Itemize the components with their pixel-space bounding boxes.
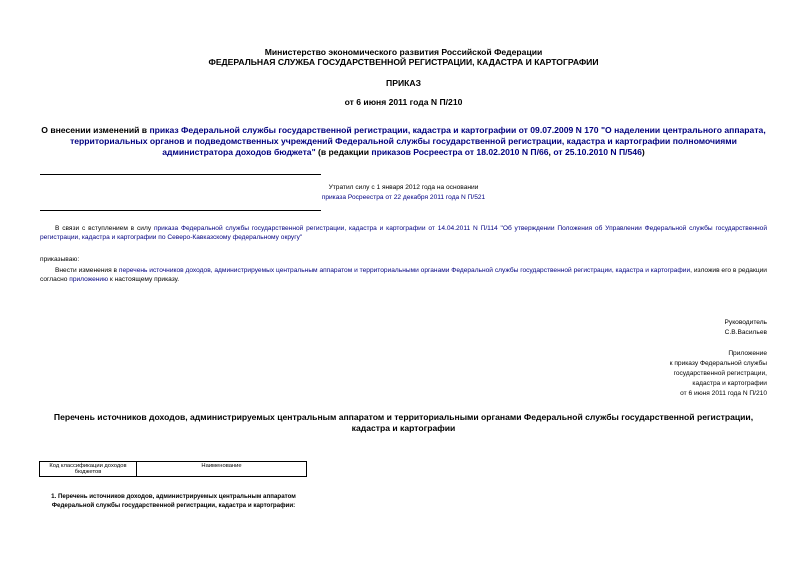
section-heading: 1. Перечень источников доходов, администрируемых центральным аппаратом Федеральной службы государственной регистрации, кадастра и картографии: [51,493,296,509]
title-mid: (в редакции [315,147,372,157]
p2-suffix: к настоящему приказу. [108,276,180,283]
link-income-list[interactable]: перечень источников доходов, администрируемых центральным аппаратом и территориальными органами Федеральной службы государственной регистрации, кадастра и картографии [118,267,691,274]
appendix-line3: кадастра и картографии [692,380,767,387]
status-link-wrap [40,193,767,202]
service-name: ФЕДЕРАЛЬНАЯ СЛУЖБА ГОСУДАРСТВЕННОЙ РЕГИСТРАЦИИ, КАДАСТРА И КАРТОГРАФИИ [208,57,599,67]
appendix-line1: к приказу Федеральной службы [669,360,767,367]
link-appendix[interactable]: приложению [69,276,109,283]
link-order-170[interactable]: приказ Федеральной службы государственной регистрации, кадастра и картографии от 09.07.2009 N 170 "О наделении центрального аппарата, территориальных органов и подведомственных учреждений Федеральной службы государственной регистрации, кадастра и картографии полномочиями администратора доходов бюджета" [70,125,766,157]
p1-prefix: В связи с вступлением в силу [55,225,154,232]
link-order-p66[interactable]: приказов Росреестра от 18.02.2010 N П/66 [371,147,549,157]
status-line: Утратил силу с 1 января 2012 года на основании [328,184,479,191]
link-order-p114[interactable]: приказа Федеральной службы государственной регистрации, кадастра и картографии от 14.04.2011 N П/114 "Об утверждении Положения об Управлении Федеральной службы государственной регистрации, кадастра и картографии по Северо-Кавказскому федеральному округу" [40,225,767,241]
title-sep: , [548,147,554,157]
divider-bottom [40,210,321,211]
orders-word: приказываю: [40,256,80,263]
ministry-name: Министерство экономического развития Российской Федерации [264,47,543,57]
list-title: Перечень источников доходов, администрируемых центральным аппаратом и территориальными органами Федеральной службы государственной регистрации, кадастра и картографии [53,412,754,433]
col-name-header: Наименование [137,462,307,477]
document-date: от 6 июня 2011 года N П/210 [344,97,463,107]
order-title [40,125,767,158]
signature-name: С.В.Васильев [724,329,767,336]
p2-prefix: Внести изменения в [55,267,119,274]
paragraph-order [40,266,767,284]
appendix-line2: государственной регистрации, [673,370,767,377]
appendix-label: Приложение [728,350,767,357]
document-type: ПРИКАЗ [386,78,421,88]
table-header-row [40,462,307,477]
p2-mid: , изложив его в редакции согласно [40,267,767,283]
appendix-line4: от 6 июня 2011 года N П/210 [680,390,767,397]
title-suffix: ) [641,147,645,157]
divider-top [40,174,321,175]
col-code-header: Код классификации доходов бюджетов [40,462,137,477]
classification-table [39,461,307,477]
title-prefix: О внесении изменений в [41,125,150,135]
link-order-p521[interactable]: приказа Росреестра от 22 декабря 2011 года N П/521 [321,194,486,201]
paragraph-preamble [40,224,767,242]
link-order-p546[interactable]: от 25.10.2010 N П/546 [553,147,642,157]
signature-role: Руководитель [724,319,767,326]
